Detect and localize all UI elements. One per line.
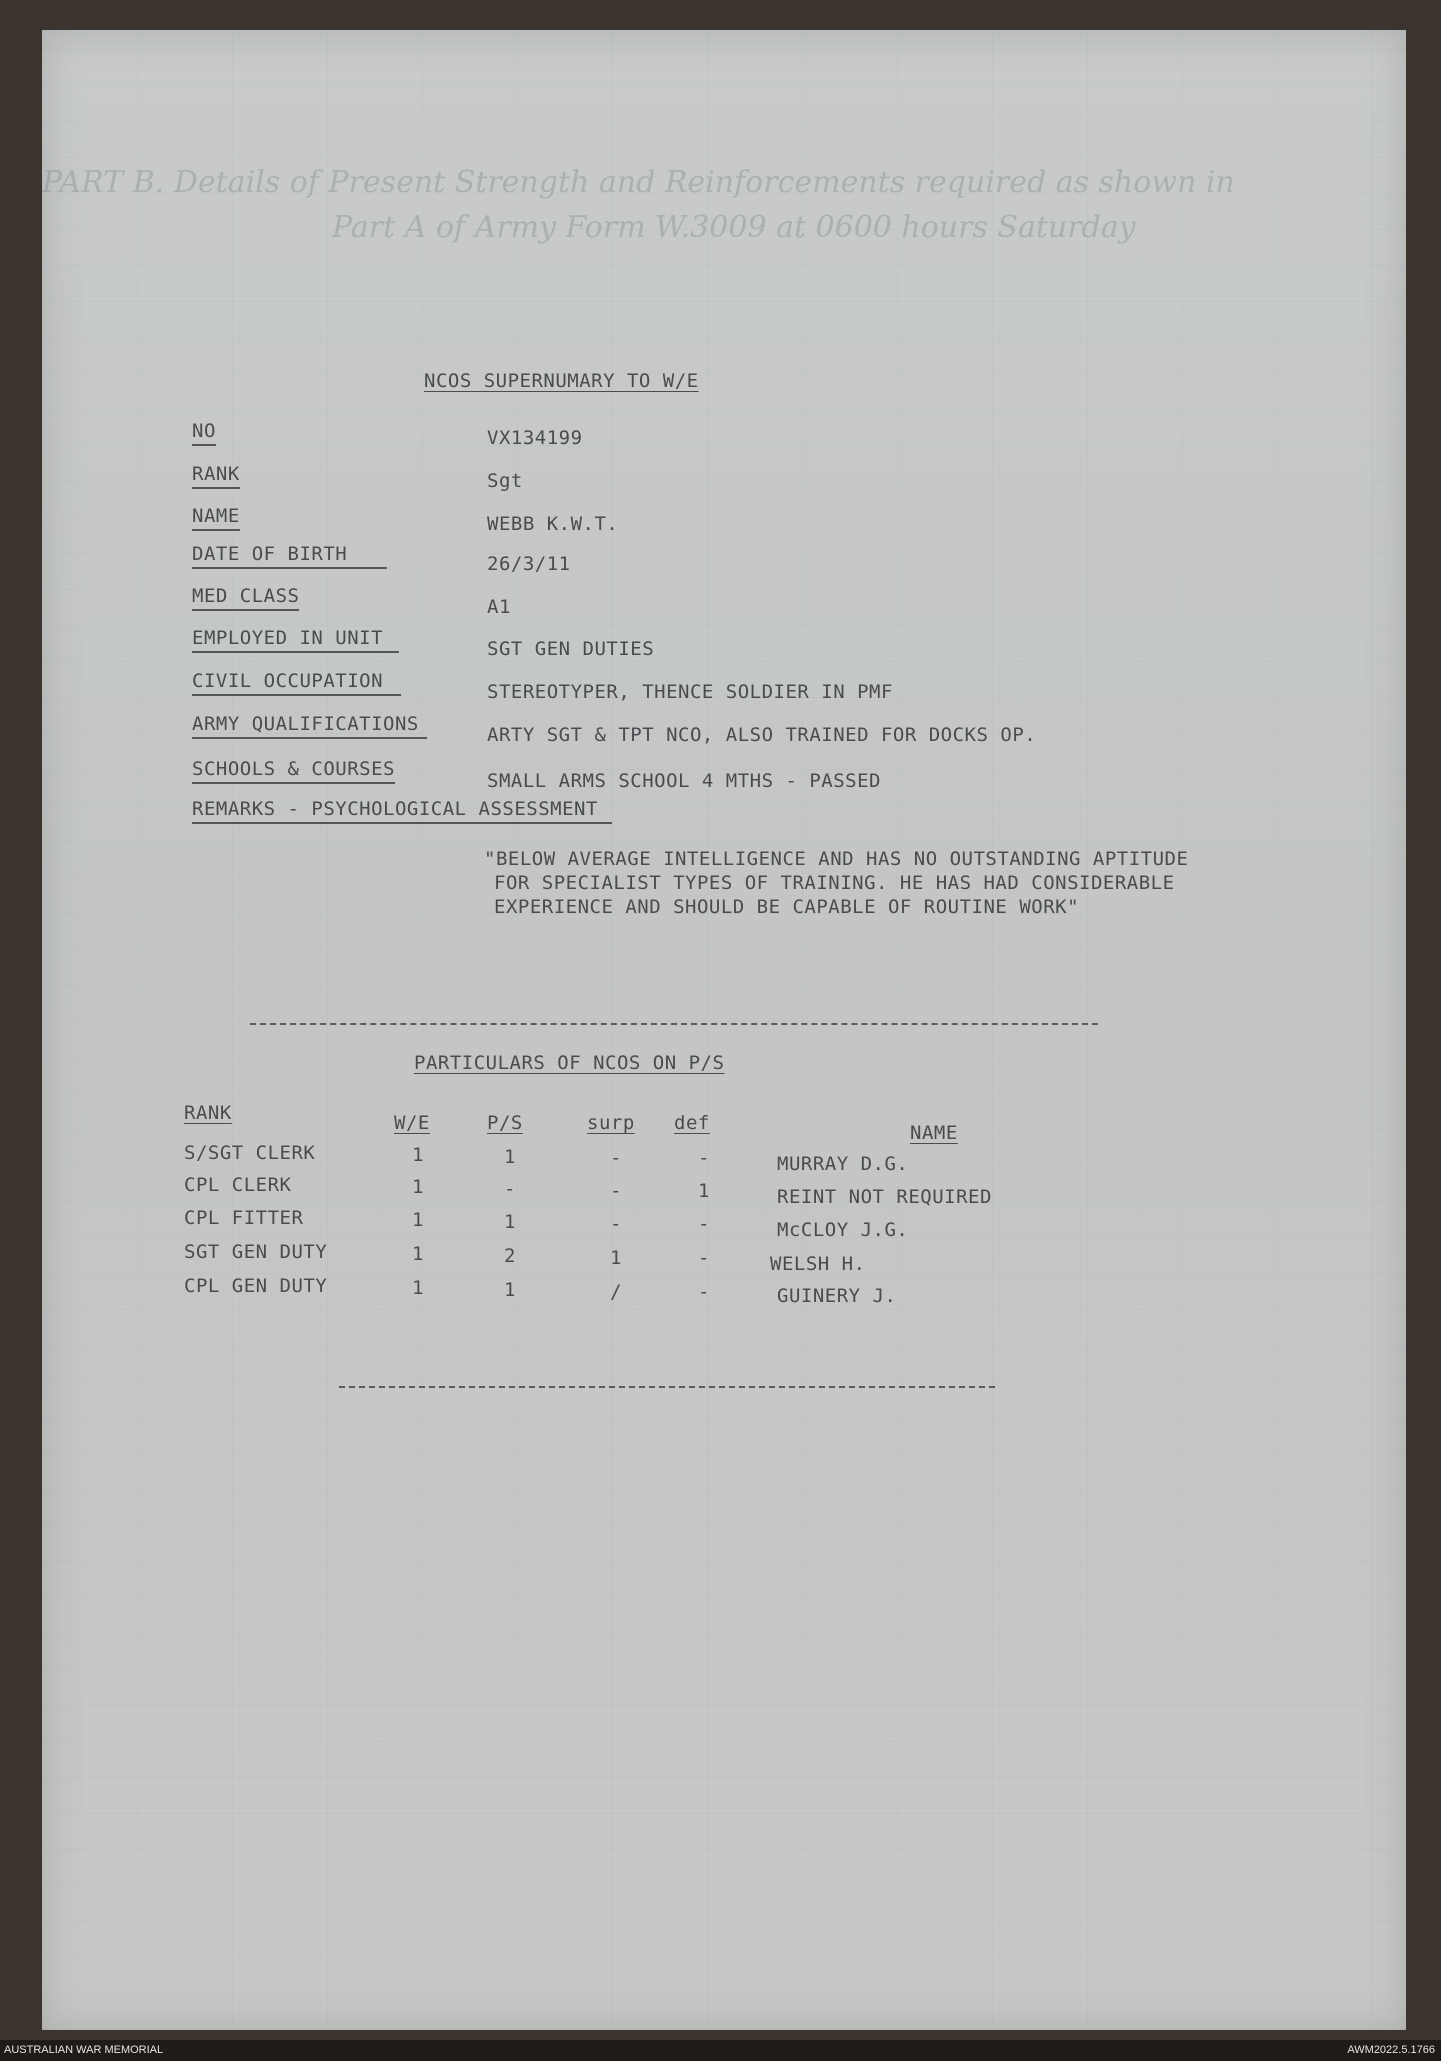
remarks-line-1: "BELOW AVERAGE INTELLIGENCE AND HAS NO OUTSTANDING APTITUDE [484,848,1189,870]
field-label-schools: SCHOOLS & COURSES [192,758,395,784]
row-name: GUINERY J. [777,1285,897,1307]
footer-right-text: AWM2022.5.1766 [1347,2044,1435,2056]
row-ps: - [504,1178,516,1200]
field-label-civil-occupation: CIVIL OCCUPATION [192,670,401,696]
faint-header-line-1: PART B. Details of Present Strength and Reinforcements required as shown in [42,165,1235,200]
footer-left-text: AUSTRALIAN WAR MEMORIAL [4,2044,164,2056]
row-def: - [698,1147,710,1169]
row-ps: 1 [504,1279,516,1301]
remarks-line-2: FOR SPECIALIST TYPES OF TRAINING. HE HAS HAD CONSIDERABLE [494,872,1175,894]
row-surp: - [610,1180,622,1202]
row-rank: CPL FITTER [184,1207,304,1229]
row-surp: / [610,1281,622,1303]
row-def: - [698,1213,710,1235]
table-header-surp: surp [587,1112,635,1134]
table-header-ps: P/S [487,1112,523,1134]
row-rank: CPL CLERK [184,1174,292,1196]
row-def: - [698,1247,710,1269]
row-ps: 1 [504,1146,516,1168]
field-label-no: NO [192,420,216,446]
table-header-def: def [674,1112,710,1134]
row-name: REINT NOT REQUIRED [777,1186,992,1208]
field-value-schools: SMALL ARMS SCHOOL 4 MTHS - PASSED [487,770,881,792]
field-value-dob: 26/3/11 [487,553,571,575]
faint-header-line-2: Part A of Army Form W.3009 at 0600 hours Saturday [332,210,1136,245]
field-value-rank: Sgt [487,470,523,492]
row-ps: 2 [504,1245,516,1267]
divider-rule-bottom [339,1386,995,1388]
field-label-med-class: MED CLASS [192,585,299,611]
row-def: 1 [698,1180,710,1202]
field-value-civil-occupation: STEREOTYPER, THENCE SOLDIER IN PMF [487,681,893,703]
remarks-label: REMARKS - PSYCHOLOGICAL ASSESSMENT [192,798,612,824]
footer-bar [0,2040,1441,2061]
remarks-line-3: EXPERIENCE AND SHOULD BE CAPABLE OF ROUTINE WORK" [494,896,1080,918]
field-label-army-qualifications: ARMY QUALIFICATIONS [192,713,427,739]
row-we: 1 [412,1176,424,1198]
field-label-rank: RANK [192,463,240,489]
row-surp: 1 [610,1247,622,1269]
document-title: NCOS SUPERNUMARY TO W/E [424,370,699,392]
field-value-employed: SGT GEN DUTIES [487,638,655,660]
field-value-med-class: A1 [487,596,511,618]
row-ps: 1 [504,1211,516,1233]
divider-rule-top [250,1023,1098,1025]
row-def: - [698,1281,710,1303]
row-rank: S/SGT CLERK [184,1142,316,1164]
field-value-name: WEBB K.W.T. [487,513,619,535]
row-we: 1 [412,1209,424,1231]
row-we: 1 [412,1277,424,1299]
row-name: MURRAY D.G. [777,1153,909,1175]
row-name: WELSH H. [770,1253,866,1275]
row-we: 1 [412,1144,424,1166]
field-label-dob: DATE OF BIRTH [192,543,387,569]
row-name: McCLOY J.G. [777,1219,909,1241]
field-label-name: NAME [192,505,240,531]
row-rank: CPL GEN DUTY [184,1275,328,1297]
row-we: 1 [412,1243,424,1265]
table-header-name: NAME [910,1122,958,1144]
field-value-army-qualifications: ARTY SGT & TPT NCO, ALSO TRAINED FOR DOCKS OP. [487,724,1037,746]
field-value-no: VX134199 [487,427,583,449]
table-header-we: W/E [394,1112,430,1134]
table-header-rank: RANK [184,1102,232,1124]
field-label-employed: EMPLOYED IN UNIT [192,627,399,653]
row-rank: SGT GEN DUTY [184,1241,328,1263]
row-surp: - [610,1213,622,1235]
document-page [42,30,1406,2030]
row-surp: - [610,1147,622,1169]
table-title: PARTICULARS OF NCOS ON P/S [414,1052,725,1074]
